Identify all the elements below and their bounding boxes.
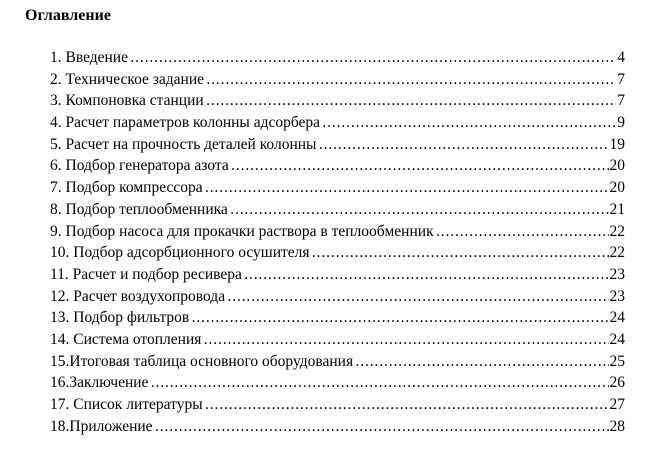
toc-item-page: 24 bbox=[609, 307, 626, 329]
toc-item bbox=[50, 351, 625, 373]
toc-item bbox=[50, 286, 625, 308]
toc-item bbox=[50, 394, 625, 416]
toc-item-page: 25 bbox=[609, 351, 626, 373]
toc-item bbox=[50, 307, 625, 329]
toc-item bbox=[50, 242, 625, 264]
toc-item-page: 21 bbox=[609, 199, 626, 221]
toc-item-page: 27 bbox=[609, 394, 626, 416]
toc-item bbox=[50, 221, 625, 243]
toc-item bbox=[50, 264, 625, 286]
toc-item bbox=[50, 90, 625, 112]
toc-item-page: 23 bbox=[609, 264, 626, 286]
toc-item bbox=[50, 329, 625, 351]
toc-item-page: 28 bbox=[609, 416, 626, 438]
toc-item-label: 13. Подбор фильтров . . . bbox=[50, 307, 609, 329]
toc-item-label: 5. Расчет на прочность деталей колонны . . . bbox=[50, 134, 609, 156]
toc-item-label: 18.Приложение . . . bbox=[50, 416, 609, 438]
toc-item-page: 26 bbox=[609, 372, 626, 394]
toc-item-label: 14. Система отопления . . . bbox=[50, 329, 609, 351]
toc-item bbox=[50, 47, 625, 69]
toc-title: Оглавление bbox=[25, 7, 111, 24]
toc-item-page: 20 bbox=[609, 155, 626, 177]
toc-list bbox=[50, 47, 625, 437]
toc-item-page: 20 bbox=[609, 177, 626, 199]
toc-item-page: 19 bbox=[609, 134, 626, 156]
toc-item-label: 9. Подбор насоса для прокачки раствора в теплообменник . . . bbox=[50, 221, 609, 243]
toc-item-label: 8. Подбор теплообменника . . . bbox=[50, 199, 609, 221]
toc-item-label: 6. Подбор генератора азота . . . bbox=[50, 155, 609, 177]
toc-item bbox=[50, 416, 625, 438]
toc-item-label: 16.Заключение . . . bbox=[50, 372, 609, 394]
toc-item-page: 23 bbox=[609, 286, 626, 308]
toc-item-page: 22 bbox=[609, 242, 626, 264]
toc-item-label: 17. Список литературы . . . bbox=[50, 394, 609, 416]
toc-item-page: 24 bbox=[609, 329, 626, 351]
toc-item-page: 7 bbox=[616, 90, 625, 112]
toc-item-label: 15.Итоговая таблица основного оборудования . . . bbox=[50, 351, 609, 373]
toc-item-page: 7 bbox=[616, 69, 625, 91]
toc-item bbox=[50, 69, 625, 91]
toc-item bbox=[50, 155, 625, 177]
toc-item bbox=[50, 134, 625, 156]
toc-item-page: 9 bbox=[616, 112, 625, 134]
toc-item bbox=[50, 177, 625, 199]
toc-item-page: 22 bbox=[609, 221, 626, 243]
toc-item-label: 2. Техническое задание . . . bbox=[50, 69, 616, 91]
toc-item bbox=[50, 199, 625, 221]
toc-item-label: 11. Расчет и подбор ресивера . . . bbox=[50, 264, 609, 286]
toc-item-label: 12. Расчет воздухопровода . . . bbox=[50, 286, 609, 308]
toc-item-label: 3. Компоновка станции . . . bbox=[50, 90, 616, 112]
toc-item-label: 7. Подбор компрессора . . . bbox=[50, 177, 609, 199]
toc-item-label: 4. Расчет параметров колонны адсорбера . . . bbox=[50, 112, 616, 134]
toc-item-label: 10. Подбор адсорбционного осушителя . . . bbox=[50, 242, 609, 264]
toc-item bbox=[50, 112, 625, 134]
toc-item-label: 1. Введение . . . bbox=[50, 47, 616, 69]
toc-item bbox=[50, 372, 625, 394]
toc-item-page: 4 bbox=[616, 47, 625, 69]
